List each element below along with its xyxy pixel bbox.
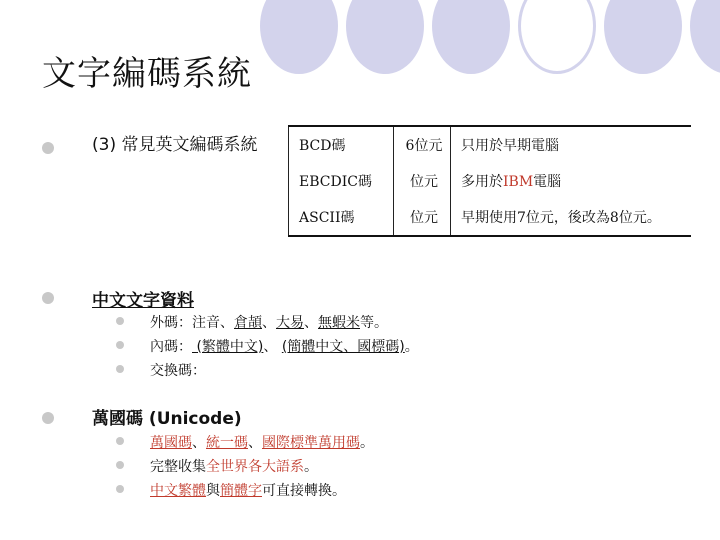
decor-circle-2 — [346, 0, 424, 74]
encoding-note-part: 早期使用7位元，後改為8位元。 — [461, 210, 661, 226]
list-item-text: 全世界各大語系 — [206, 459, 304, 475]
encoding-note-part: 只用於早期電腦 — [461, 138, 559, 154]
list-item-text: (繁體中文) — [196, 339, 264, 355]
encoding-note — [451, 126, 692, 163]
encoding-code: EBCDIC碼 — [289, 163, 394, 199]
list-item-text: 萬國碼 — [150, 435, 192, 451]
sub-bullet-icon — [116, 437, 124, 445]
decor-circle-6 — [690, 0, 720, 74]
list-item — [150, 312, 388, 332]
list-item-text: 簡體字 — [220, 483, 262, 499]
sub-bullet-icon — [116, 341, 124, 349]
sub-bullet-icon — [116, 485, 124, 493]
sub-bullet-icon — [116, 365, 124, 373]
list-item — [150, 480, 346, 500]
list-item-text: 、 — [262, 315, 276, 331]
list-item-text: (簡體中文、國標碼) — [281, 339, 405, 355]
encoding-row — [289, 126, 692, 163]
list-item-text: 。 — [360, 435, 374, 451]
encoding-note — [451, 199, 692, 236]
list-item-text: 等。 — [360, 315, 388, 331]
list-item-text: 統一碼 — [206, 435, 248, 451]
list-item-text: 與 — [206, 483, 220, 499]
list-item-text: 內碼： — [150, 339, 192, 355]
slide-title: 文字編碼系統 — [42, 54, 252, 94]
list-item-text: 、 — [192, 435, 206, 451]
section3-heading: 萬國碼 (Unicode) — [92, 409, 242, 429]
list-item-text: 、 — [248, 435, 262, 451]
list-item-text: 、 — [263, 339, 282, 355]
list-item — [150, 336, 419, 356]
encoding-row — [289, 163, 692, 199]
list-item-text: 。 — [304, 459, 318, 475]
decor-circle-5 — [604, 0, 682, 74]
sub-bullet-icon — [116, 461, 124, 469]
list-item-text: 外碼：注音、 — [150, 315, 234, 331]
encoding-row — [289, 199, 692, 236]
encoding-note-part: 電腦 — [533, 174, 562, 190]
encoding-bits: 6位元 — [394, 126, 451, 163]
bullet-icon — [42, 292, 54, 304]
list-item-text: 中文繁體 — [150, 483, 206, 499]
list-item — [150, 432, 374, 452]
encoding-code: ASCII碼 — [289, 199, 394, 236]
list-item-text: 倉頡 — [234, 315, 262, 331]
encoding-bits: 位元 — [394, 199, 451, 236]
list-item-text: 無蝦米 — [318, 315, 360, 331]
bullet-icon — [42, 412, 54, 424]
list-item-text: 完整收集 — [150, 459, 206, 475]
list-item — [150, 360, 206, 380]
encoding-table — [288, 125, 691, 237]
list-item-text: 可直接轉換。 — [262, 483, 346, 499]
encoding-bits: 位元 — [394, 163, 451, 199]
list-item-text: 大易 — [276, 315, 304, 331]
list-item-text: 國際標準萬用碼 — [262, 435, 360, 451]
list-item-text: 。 — [404, 339, 419, 355]
encoding-note-part: 多用於 — [461, 174, 503, 190]
decor-circle-3 — [432, 0, 510, 74]
section1-label: (3) 常見英文編碼系統 — [92, 135, 258, 155]
decor-circle-1 — [260, 0, 338, 74]
sub-bullet-icon — [116, 317, 124, 325]
encoding-note — [451, 163, 692, 199]
decor-circle-4 — [518, 0, 596, 74]
list-item — [150, 456, 318, 476]
section2-heading: 中文文字資料 — [92, 291, 194, 311]
encoding-note-part: IBM — [503, 174, 534, 190]
encoding-code: BCD碼 — [289, 126, 394, 163]
bullet-icon — [42, 142, 54, 154]
list-item-text: 交換碼： — [150, 363, 206, 379]
list-item-text: 、 — [304, 315, 318, 331]
